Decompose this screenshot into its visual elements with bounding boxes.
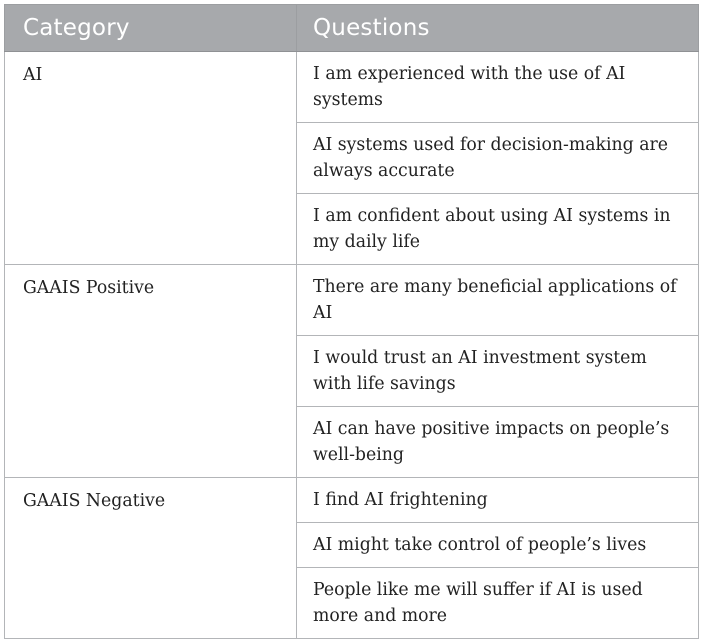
question-cell: I am confident about using AI systems in my daily life: [297, 194, 699, 265]
question-cell: AI might take control of people’s lives: [297, 523, 699, 568]
category-cell-gaais-negative: GAAIS Negative: [5, 478, 297, 639]
category-cell-gaais-positive: GAAIS Positive: [5, 265, 297, 478]
category-cell-ai: AI: [5, 52, 297, 265]
table-row: [5, 265, 699, 336]
question-cell: I find AI frightening: [297, 478, 699, 523]
column-header-category: Category: [5, 5, 297, 52]
question-cell: AI systems used for decision-making are always accurate: [297, 123, 699, 194]
question-cell: AI can have positive impacts on people’s well-being: [297, 407, 699, 478]
survey-table-container: [4, 4, 698, 639]
table-header-row: [5, 5, 699, 52]
column-header-questions: Questions: [297, 5, 699, 52]
table-row: [5, 478, 699, 523]
question-cell: People like me will suffer if AI is used more and more: [297, 568, 699, 639]
question-cell: I would trust an AI investment system with life savings: [297, 336, 699, 407]
table-row: [5, 52, 699, 123]
survey-questions-table: [4, 4, 699, 639]
question-cell: There are many beneficial applications of AI: [297, 265, 699, 336]
question-cell: I am experienced with the use of AI systems: [297, 52, 699, 123]
